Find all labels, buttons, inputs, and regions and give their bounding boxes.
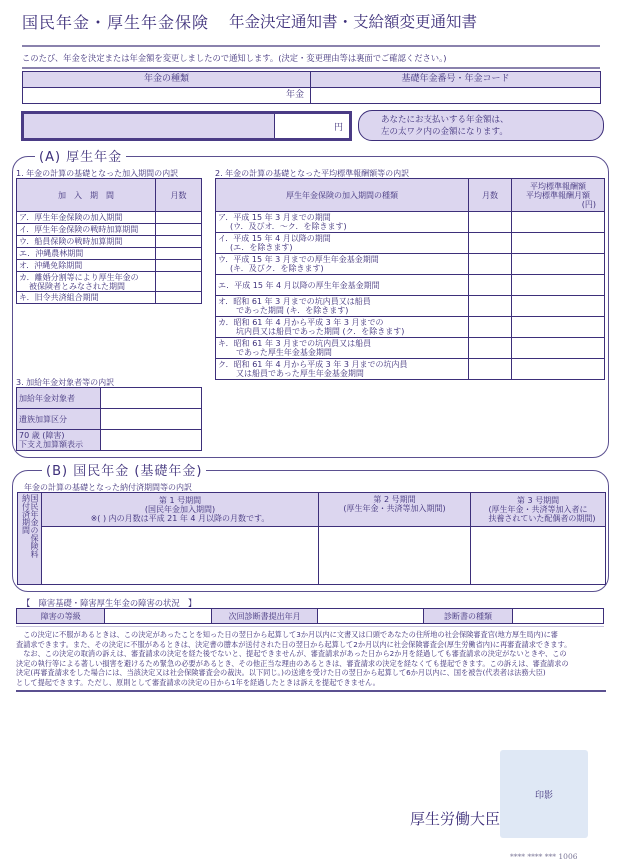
section-b-caption: 年金の計算の基礎となった納付済期間等の内訳 bbox=[24, 483, 192, 492]
pension-info-table bbox=[22, 71, 601, 104]
remuneration-header-amount: 平均標準報酬額 平均標準報酬月額 (円) bbox=[512, 179, 605, 212]
table-row-label: 遺族加算区分 bbox=[17, 409, 101, 430]
pension-type-header: 年金の種類 bbox=[23, 72, 311, 88]
intro-text: このたび、年金を決定または年金額を変更しましたので通知します。(決定・変更理由等は裏面でご確認ください。) bbox=[22, 53, 447, 63]
table-row-amount bbox=[512, 212, 605, 233]
table-row-months bbox=[469, 254, 512, 275]
table-row-label: ク．昭和 61 年 4 月から平成 3 年 3 月までの坑内員 又は船員であった厚生年金基金期間 bbox=[216, 359, 469, 380]
table-row-months bbox=[156, 236, 202, 248]
table-row-months bbox=[469, 296, 512, 317]
table-row-months bbox=[469, 317, 512, 338]
column-header-type2: 第 2 号期間 (厚生年金・共済等加入期間) bbox=[319, 493, 471, 527]
document-title: 年金決定通知書・支給額変更通知書 bbox=[229, 13, 478, 31]
average-remuneration-table bbox=[215, 178, 605, 380]
next-certificate-label: 次回診断書提出年月 bbox=[212, 609, 318, 624]
certificate-type-label: 診断書の種類 bbox=[423, 609, 513, 624]
table-row-amount bbox=[512, 233, 605, 254]
disability-table bbox=[16, 608, 604, 624]
table-row-label: ウ．平成 15 年 3 月までの厚生年金基金期間 (キ．及びク．を除きます) bbox=[216, 254, 469, 275]
disability-grade-value bbox=[105, 609, 212, 624]
table-row-amount bbox=[512, 296, 605, 317]
table-row-months bbox=[156, 272, 202, 292]
minister-name: 厚生労働大臣 bbox=[410, 810, 501, 828]
enrollment-header-months: 月数 bbox=[156, 179, 202, 212]
next-certificate-value bbox=[318, 609, 424, 624]
table-row-label: カ．離婚分割等により厚生年金の 被保険者とみなされた期間 bbox=[17, 272, 156, 292]
type2-value bbox=[319, 527, 471, 585]
vertical-label-left: 納付済期間 bbox=[21, 494, 31, 534]
table-row-months bbox=[156, 248, 202, 260]
notice-bottom-divider bbox=[16, 690, 606, 692]
certificate-type-value bbox=[513, 609, 604, 624]
enrollment-period-table bbox=[16, 178, 202, 304]
table-row-label: キ．昭和 61 年 3 月までの坑内員又は船員 であった厚生年金基金期間 bbox=[216, 338, 469, 359]
table-row-label: ウ．船員保険の戦時加算期間 bbox=[17, 236, 156, 248]
seal-box bbox=[500, 750, 588, 838]
table-row-label: 70 歳 (障害) 下支え加算額表示 bbox=[17, 430, 101, 451]
remuneration-header-type: 厚生年金保険の加入期間の種類 bbox=[216, 179, 469, 212]
national-pension-table bbox=[17, 492, 606, 585]
column-header-type3: 第 3 号期間 (厚生年金・共済等加入者に 扶養されていた配偶者の期間) bbox=[471, 493, 606, 527]
table-row-months bbox=[469, 212, 512, 233]
pension-type-value: 年金 bbox=[23, 88, 311, 104]
table3-caption: 3. 加給年金対象者等の内訳 bbox=[16, 378, 115, 387]
org-title: 国民年金・厚生年金保険 bbox=[22, 13, 210, 32]
table-row-label: 加給年金対象者 bbox=[17, 388, 101, 409]
table-row-months bbox=[469, 338, 512, 359]
pension-number-value bbox=[311, 88, 601, 104]
table2-caption: 2. 年金の計算の基礎となった平均標準報酬額等の内訳 bbox=[215, 169, 410, 178]
additional-pension-table bbox=[16, 387, 202, 451]
table1-caption: 1. 年金の計算の基礎となった加入期間の内訳 bbox=[16, 169, 179, 178]
table-row-label: ア．厚生年金保険の加入期間 bbox=[17, 212, 156, 224]
seal-label: 印影 bbox=[534, 790, 553, 801]
intro-divider bbox=[22, 67, 600, 69]
paid-period-vertical-label bbox=[18, 493, 42, 585]
table-row-months bbox=[156, 224, 202, 236]
table-row-months bbox=[156, 212, 202, 224]
table-row-label: キ．旧令共済組合期間 bbox=[17, 292, 156, 304]
table-row-label: ア．平成 15 年 3 月までの期間 (ウ．及びオ．～ク．を除きます) bbox=[216, 212, 469, 233]
amount-unit: 円 bbox=[333, 122, 343, 133]
table-row-label: オ．昭和 61 年 3 月までの坑内員又は船員 であった期間 (キ．を除きます) bbox=[216, 296, 469, 317]
table-row-label: イ．平成 15 年 4 月以降の期間 (エ．を除きます) bbox=[216, 233, 469, 254]
table-row-value bbox=[101, 409, 202, 430]
table-row-value bbox=[101, 388, 202, 409]
table-row-months bbox=[469, 233, 512, 254]
table-row-amount bbox=[512, 338, 605, 359]
type1-value bbox=[42, 527, 319, 585]
table-row-months bbox=[156, 260, 202, 272]
vertical-label-right: 国民年金の保険料 bbox=[30, 494, 39, 558]
header-divider bbox=[22, 45, 600, 47]
table-row-label: オ．沖縄免除期間 bbox=[17, 260, 156, 272]
table-row-label: エ．沖縄農林期間 bbox=[17, 248, 156, 260]
table-row-amount bbox=[512, 359, 605, 380]
table-row-months bbox=[156, 292, 202, 304]
amount-box bbox=[21, 111, 352, 141]
section-b-title: (B) 国民年金 (基礎年金) bbox=[42, 460, 206, 479]
enrollment-header-period: 加 入 期 間 bbox=[17, 179, 156, 212]
pension-number-header: 基礎年金番号・年金コード bbox=[311, 72, 601, 88]
table-row-label: イ．厚生年金保険の戦時加算期間 bbox=[17, 224, 156, 236]
notice-top-divider bbox=[16, 626, 604, 627]
type3-value bbox=[471, 527, 606, 585]
table-row-amount bbox=[512, 317, 605, 338]
table-row-value bbox=[101, 430, 202, 451]
table-row-amount bbox=[512, 254, 605, 275]
table-row-months bbox=[469, 275, 512, 296]
disability-grade-label: 障害の等級 bbox=[17, 609, 105, 624]
column-header-type1: 第 1 号期間 (国民年金加入期間) ※( ) 内の月数は平成 21 年 4 月以降の月数です。 bbox=[42, 493, 319, 527]
table-row-months bbox=[469, 359, 512, 380]
remuneration-header-months: 月数 bbox=[469, 179, 512, 212]
table-row-label: カ．昭和 61 年 4 月から平成 3 年 3 月までの 坑内員又は船員であった期間 (ク．を除きます) bbox=[216, 317, 469, 338]
table-row-amount bbox=[512, 275, 605, 296]
amount-value-cell bbox=[275, 114, 349, 138]
section-a-title: (A) 厚生年金 bbox=[35, 146, 126, 165]
disability-caption: 【 障害基礎・障害厚生年金の障害の状況 】 bbox=[22, 598, 197, 608]
appeal-notice: この決定に不服があるときは、この決定があったことを知った日の翌日から起算して3か月以内に文書又は口頭であなたの住所地の社会保険審査官(地方厚生局内)に審 査請求できます。また、その決定に不服があるときは、決定書の謄本が送付された日の翌日から起算して2か月以内に社会保険審査会(厚生労働省内)に再審査請求できます。 なお、この決定の取消の訴えは、審査請求の決定を経た後でないと、提起できませんが、審査請求があった日から2か月を経過しても審査請求の決定がないときや、この 決定の執行等による著しい損害を避けるため緊急の必要があるとき、その他正当な理由のあるときは、審査請求の決定を経なくても提起できます。この訴えは、審査請求の 決定(再審査請求をした場合には、当該決定又は社会保険審査会の裁決。以下同じ。)の送達を受けた日の翌日から起算して6か月以内に、国を被告(代表者は法務大臣) として提起できます。ただし、原則として審査請求の決定の日から1年を経過したときは訴えを提起できません。 bbox=[16, 630, 572, 687]
amount-note: あなたにお支払いする年金額は、 左の太ワク内の金額になります。 bbox=[358, 110, 604, 141]
document-code: **** **** *** 1006 bbox=[510, 852, 578, 861]
table-row-label: エ．平成 15 年 4 月以降の厚生年金基金期間 bbox=[216, 275, 469, 296]
amount-label bbox=[24, 114, 275, 138]
